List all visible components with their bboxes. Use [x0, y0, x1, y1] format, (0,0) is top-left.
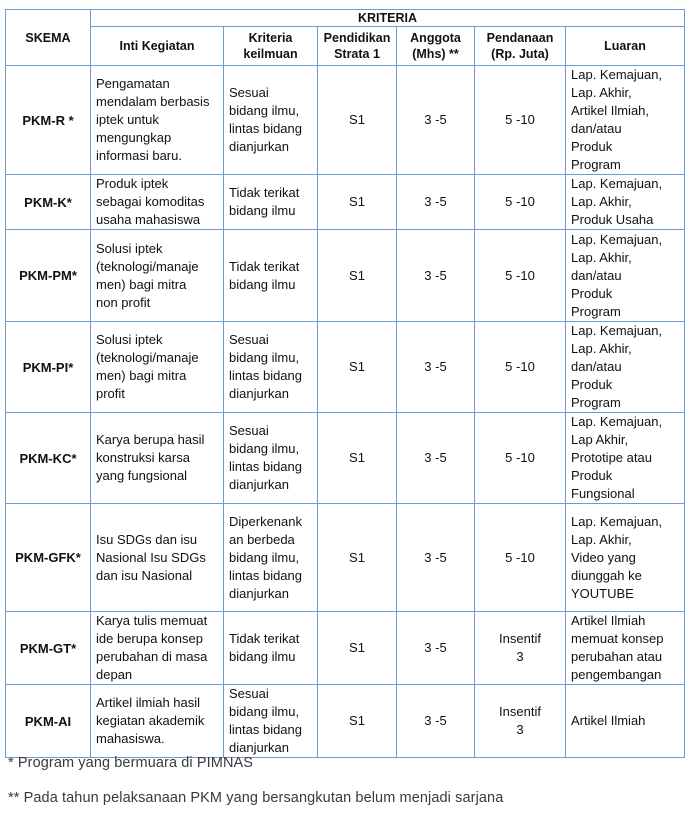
cell-luaran: Lap. Kemajuan, Lap. Akhir, Video yang diunggah ke YOUTUBE	[566, 504, 685, 612]
cell-anggota: 3 -5	[397, 175, 475, 230]
cell-inti: Pengamatan mendalam berbasis iptek untuk mengungkap informasi baru.	[91, 66, 224, 175]
cell-strata: S1	[318, 322, 397, 413]
table-row	[6, 175, 685, 230]
table-row	[6, 322, 685, 413]
cell-skema: PKM-PI*	[6, 322, 91, 413]
cell-luaran: Lap. Kemajuan, Lap. Akhir, dan/atau Produk Program	[566, 322, 685, 413]
cell-inti: Karya berupa hasil konstruksi karsa yang fungsional	[91, 413, 224, 504]
header-row-2	[6, 27, 685, 66]
cell-keilmuan: Sesuai bidang ilmu, lintas bidang dianjurkan	[224, 66, 318, 175]
cell-strata: S1	[318, 413, 397, 504]
table-row	[6, 504, 685, 612]
cell-skema: PKM-AI	[6, 685, 91, 758]
cell-dana: 5 -10	[475, 66, 566, 175]
cell-strata: S1	[318, 685, 397, 758]
footnote-pimnas: * Program yang bermuara di PIMNAS	[8, 755, 254, 771]
footnote-sarjana: ** Pada tahun pelaksanaan PKM yang bersangkutan belum menjadi sarjana	[8, 790, 504, 806]
cell-strata: S1	[318, 230, 397, 322]
table-row	[6, 612, 685, 685]
cell-dana: 5 -10	[475, 413, 566, 504]
cell-anggota: 3 -5	[397, 230, 475, 322]
cell-inti: Karya tulis memuat ide berupa konsep perubahan di masa depan	[91, 612, 224, 685]
table-row	[6, 230, 685, 322]
cell-strata: S1	[318, 612, 397, 685]
cell-anggota: 3 -5	[397, 504, 475, 612]
cell-strata: S1	[318, 66, 397, 175]
header-kriteria-keilmuan: Kriteria keilmuan	[224, 27, 318, 66]
cell-dana: 5 -10	[475, 175, 566, 230]
cell-skema: PKM-R *	[6, 66, 91, 175]
cell-anggota: 3 -5	[397, 66, 475, 175]
header-pendidikan: Pendidikan Strata 1	[318, 27, 397, 66]
cell-luaran: Lap. Kemajuan, Lap. Akhir, Artikel Ilmiah, dan/atau Produk Program	[566, 66, 685, 175]
cell-keilmuan: Tidak terikat bidang ilmu	[224, 175, 318, 230]
table-row	[6, 413, 685, 504]
cell-skema: PKM-KC*	[6, 413, 91, 504]
header-kriteria: KRITERIA	[91, 10, 685, 27]
cell-luaran: Artikel Ilmiah	[566, 685, 685, 758]
header-skema: SKEMA	[6, 10, 91, 66]
cell-strata: S1	[318, 175, 397, 230]
cell-keilmuan: Sesuai bidang ilmu, lintas bidang dianjurkan	[224, 322, 318, 413]
cell-anggota: 3 -5	[397, 612, 475, 685]
cell-keilmuan: Tidak terikat bidang ilmu	[224, 612, 318, 685]
cell-inti: Artikel ilmiah hasil kegiatan akademik mahasiswa.	[91, 685, 224, 758]
header-pendanaan: Pendanaan (Rp. Juta)	[475, 27, 566, 66]
cell-luaran: Lap. Kemajuan, Lap Akhir, Prototipe atau Produk Fungsional	[566, 413, 685, 504]
cell-anggota: 3 -5	[397, 685, 475, 758]
cell-dana: Insentif 3	[475, 685, 566, 758]
cell-luaran: Artikel Ilmiah memuat konsep perubahan atau pengembangan	[566, 612, 685, 685]
cell-keilmuan: Sesuai bidang ilmu, lintas bidang dianjurkan	[224, 685, 318, 758]
cell-keilmuan: Diperkenank an berbeda bidang ilmu, lintas bidang dianjurkan	[224, 504, 318, 612]
cell-skema: PKM-PM*	[6, 230, 91, 322]
cell-inti: Solusi iptek (teknologi/manaje men) bagi mitra profit	[91, 322, 224, 413]
cell-dana: 5 -10	[475, 230, 566, 322]
cell-dana: Insentif 3	[475, 612, 566, 685]
cell-inti: Isu SDGs dan isu Nasional Isu SDGs dan isu Nasional	[91, 504, 224, 612]
pkm-criteria-table	[5, 9, 685, 758]
cell-inti: Produk iptek sebagai komoditas usaha mahasiswa	[91, 175, 224, 230]
cell-skema: PKM-GFK*	[6, 504, 91, 612]
header-anggota: Anggota (Mhs) **	[397, 27, 475, 66]
cell-keilmuan: Sesuai bidang ilmu, lintas bidang dianjurkan	[224, 413, 318, 504]
cell-inti: Solusi iptek (teknologi/manaje men) bagi mitra non profit	[91, 230, 224, 322]
cell-strata: S1	[318, 504, 397, 612]
cell-keilmuan: Tidak terikat bidang ilmu	[224, 230, 318, 322]
cell-luaran: Lap. Kemajuan, Lap. Akhir, Produk Usaha	[566, 175, 685, 230]
table-row	[6, 66, 685, 175]
table-row	[6, 685, 685, 758]
cell-anggota: 3 -5	[397, 322, 475, 413]
cell-anggota: 3 -5	[397, 413, 475, 504]
header-luaran: Luaran	[566, 27, 685, 66]
cell-dana: 5 -10	[475, 504, 566, 612]
cell-skema: PKM-K*	[6, 175, 91, 230]
header-inti-kegiatan: Inti Kegiatan	[91, 27, 224, 66]
cell-luaran: Lap. Kemajuan, Lap. Akhir, dan/atau Produk Program	[566, 230, 685, 322]
cell-dana: 5 -10	[475, 322, 566, 413]
header-row-1	[6, 10, 685, 27]
cell-skema: PKM-GT*	[6, 612, 91, 685]
